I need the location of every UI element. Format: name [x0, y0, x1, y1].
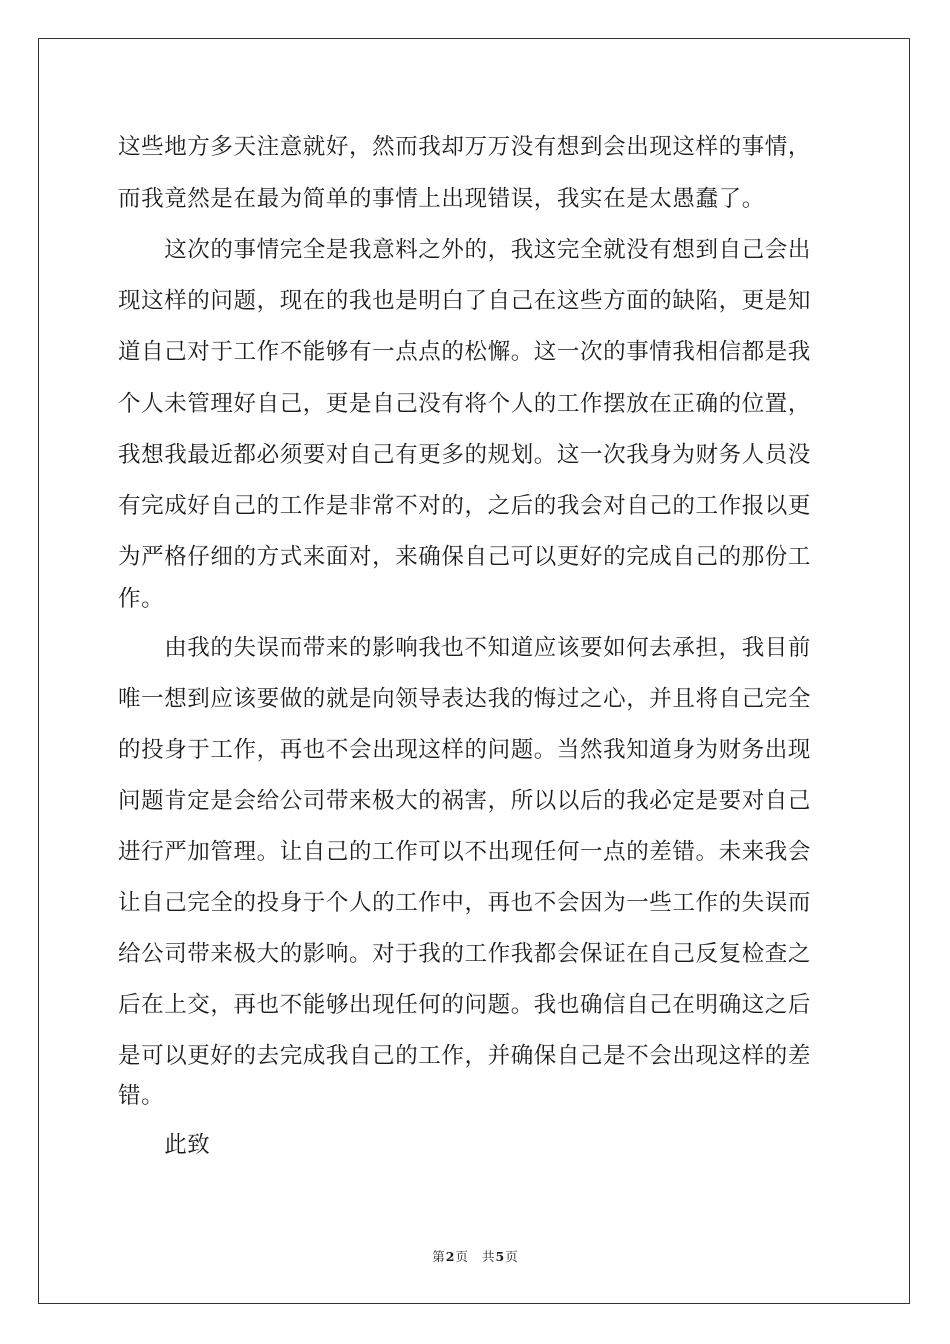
text-line: 作。 — [118, 586, 165, 612]
text-line: 问题肯定是会给公司带来极大的祸害，所以以后的我必定是要对自己 — [118, 788, 812, 814]
total-prefix: 共 — [482, 1249, 495, 1264]
text-line: 由我的失误而带来的影响我也不知道应该要如何去承担，我目前 — [118, 635, 812, 661]
text-line: 这些地方多天注意就好，然而我却万万没有想到会出现这样的事情， — [118, 134, 812, 160]
page-suffix: 页 — [455, 1249, 468, 1264]
total-pages: 5 — [495, 1249, 505, 1264]
closing-line: 此致 — [118, 1132, 211, 1158]
text-line: 我想我最近都必须要对自己有更多的规划。这一次我身为财务人员没 — [118, 442, 812, 468]
text-line: 进行严加管理。让自己的工作可以不出现任何一点的差错。未来我会 — [118, 839, 812, 865]
text-line: 让自己完全的投身于个人的工作中，再也不会因为一些工作的失误而 — [118, 890, 812, 916]
text-line: 现这样的问题，现在的我也是明白了自己在这些方面的缺陷，更是知 — [118, 288, 812, 314]
text-line: 给公司带来极大的影响。对于我的工作我都会保证在自己反复检查之 — [118, 941, 812, 967]
text-line: 为严格仔细的方式来面对，来确保自己可以更好的完成自己的那份工 — [118, 544, 812, 570]
page-border — [38, 38, 910, 1304]
page-footer — [0, 1249, 950, 1265]
page-prefix: 第 — [432, 1249, 445, 1264]
total-suffix: 页 — [505, 1249, 518, 1264]
text-line: 后在上交，再也不能够出现任何的问题。我也确信自己在明确这之后 — [118, 992, 812, 1018]
text-line: 有完成好自己的工作是非常不对的，之后的我会对自己的工作报以更 — [118, 493, 812, 519]
text-line: 个人未管理好自己，更是自己没有将个人的工作摆放在正确的位置， — [118, 391, 812, 417]
text-line: 错。 — [118, 1083, 165, 1109]
text-line: 这次的事情完全是我意料之外的，我这完全就没有想到自己会出 — [118, 237, 812, 263]
text-line: 而我竟然是在最为简单的事情上出现错误，我实在是太愚蠢了。 — [118, 186, 765, 212]
text-line: 是可以更好的去完成我自己的工作，并确保自己是不会出现这样的差 — [118, 1043, 812, 1069]
text-line: 道自己对于工作不能够有一点点的松懈。这一次的事情我相信都是我 — [118, 339, 812, 365]
page-number: 2 — [445, 1249, 455, 1264]
text-line: 的投身于工作，再也不会出现这样的问题。当然我知道身为财务出现 — [118, 737, 812, 763]
text-line: 唯一想到应该要做的就是向领导表达我的悔过之心，并且将自己完全 — [118, 686, 812, 712]
